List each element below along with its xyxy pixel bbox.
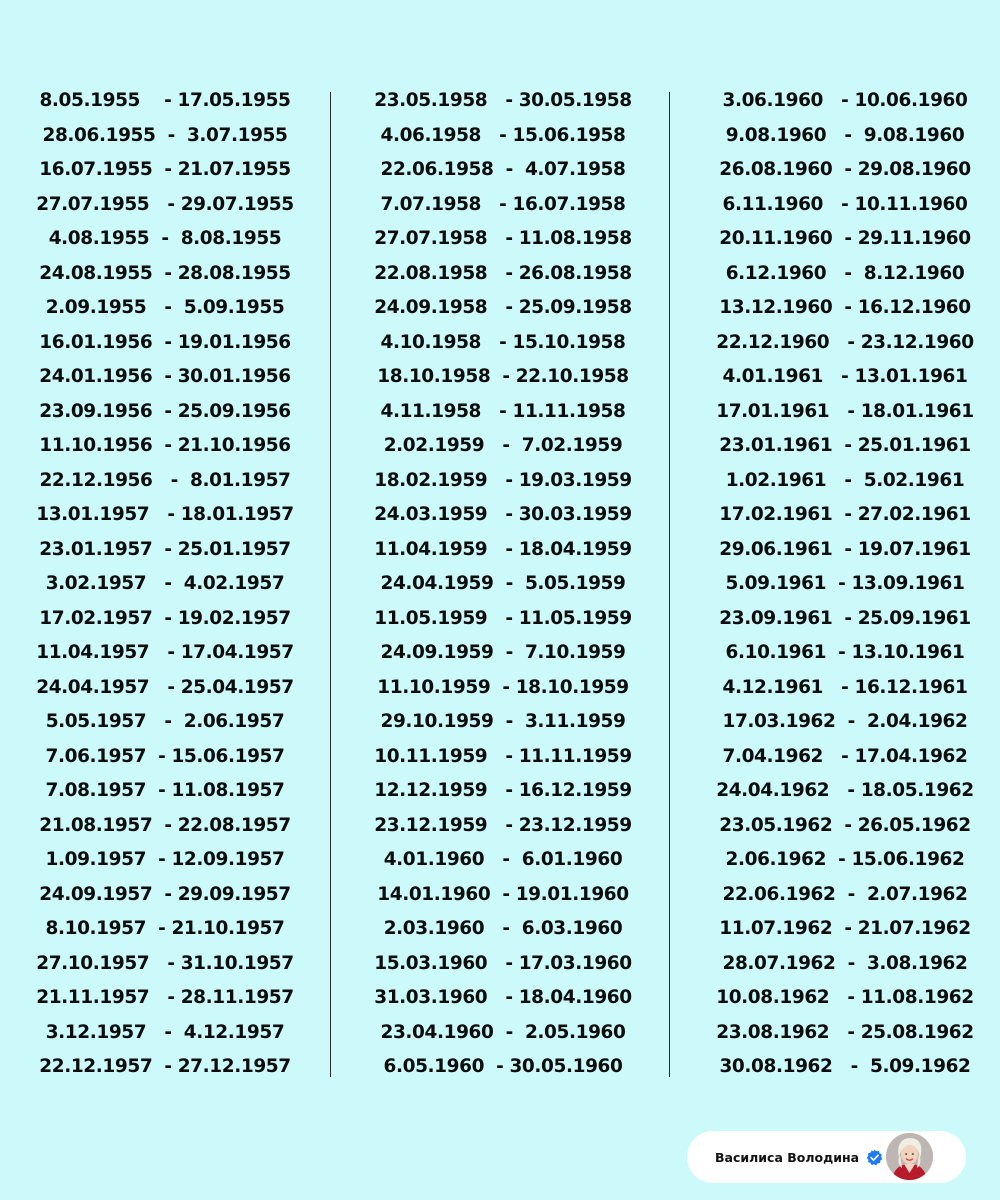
date-range-item: 31.03.1960 - 18.04.1960 (374, 987, 632, 1008)
date-range-item: 22.06.1958 - 4.07.1958 (380, 159, 626, 180)
date-range-item: 22.08.1958 - 26.08.1958 (374, 262, 632, 284)
date-range-item: 17.01.1961 - 18.01.1961 (716, 400, 974, 422)
date-range-item: 3.12.1957 - 4.12.1957 (45, 1021, 285, 1043)
date-range-item: 7.08.1957 - 11.08.1957 (45, 780, 285, 801)
date-range-item: 7.04.1962 - 17.04.1962 (722, 745, 968, 767)
date-range-item: 8.10.1957 - 21.10.1957 (45, 918, 285, 939)
date-range-item: 13.01.1957 - 18.01.1957 (36, 504, 294, 525)
date-range-item: 28.07.1962 - 3.08.1962 (722, 952, 968, 974)
date-range-item: 28.06.1955 - 3.07.1955 (42, 124, 288, 146)
date-range-item: 15.03.1960 - 17.03.1960 (374, 952, 632, 974)
date-range-item: 24.01.1956 - 30.01.1956 (39, 366, 291, 387)
date-range-item: 16.07.1955 - 21.07.1955 (39, 159, 291, 180)
date-range-item: 24.09.1959 - 7.10.1959 (380, 642, 626, 663)
date-range-item: 1.02.1961 - 5.02.1961 (725, 469, 965, 491)
author-badge[interactable] (687, 1131, 966, 1183)
date-range-item: 18.10.1958 - 22.10.1958 (377, 366, 629, 387)
date-range-item: 2.03.1960 - 6.03.1960 (383, 918, 623, 939)
date-range-item: 23.09.1956 - 25.09.1956 (39, 400, 291, 422)
date-range-item: 12.12.1959 - 16.12.1959 (374, 780, 632, 801)
date-range-item: 2.06.1962 - 15.06.1962 (725, 849, 965, 870)
date-range-item: 23.09.1961 - 25.09.1961 (719, 607, 971, 629)
date-range-column-3 (700, 84, 990, 1085)
date-range-item: 6.12.1960 - 8.12.1960 (725, 262, 965, 284)
date-range-item: 23.01.1961 - 25.01.1961 (719, 435, 971, 456)
column-divider (669, 92, 670, 1077)
date-range-item: 17.03.1962 - 2.04.1962 (722, 711, 968, 732)
author-name: Василиса Володина (715, 1149, 860, 1165)
date-range-item: 22.12.1960 - 23.12.1960 (716, 331, 974, 353)
date-range-item: 4.08.1955 - 8.08.1955 (48, 228, 282, 249)
date-range-item: 3.06.1960 - 10.06.1960 (722, 90, 968, 111)
date-range-item: 24.03.1959 - 30.03.1959 (374, 504, 632, 525)
date-range-item: 17.02.1957 - 19.02.1957 (39, 607, 291, 629)
date-range-item: 27.07.1958 - 11.08.1958 (374, 228, 632, 249)
date-range-item: 22.12.1956 - 8.01.1957 (39, 469, 291, 491)
date-range-item: 2.09.1955 - 5.09.1955 (45, 297, 285, 318)
date-range-item: 5.05.1957 - 2.06.1957 (45, 711, 285, 732)
date-range-item: 23.08.1962 - 25.08.1962 (716, 1021, 974, 1043)
date-range-item: 30.08.1962 - 5.09.1962 (719, 1056, 971, 1077)
date-range-item: 17.02.1961 - 27.02.1961 (719, 504, 971, 525)
date-range-item: 11.04.1959 - 18.04.1959 (374, 538, 632, 560)
date-range-item: 16.01.1956 - 19.01.1956 (39, 331, 291, 353)
date-range-item: 6.05.1960 - 30.05.1960 (383, 1056, 623, 1077)
date-range-item: 1.09.1957 - 12.09.1957 (45, 849, 285, 870)
date-range-item: 29.06.1961 - 19.07.1961 (719, 538, 971, 560)
date-range-item: 11.10.1956 - 21.10.1956 (39, 435, 291, 456)
date-range-item: 4.01.1960 - 6.01.1960 (383, 849, 623, 870)
date-range-item: 11.05.1959 - 11.05.1959 (374, 607, 632, 629)
date-range-item: 4.06.1958 - 15.06.1958 (380, 124, 626, 146)
date-range-item: 23.12.1959 - 23.12.1959 (374, 814, 632, 836)
date-range-item: 23.01.1957 - 25.01.1957 (39, 538, 291, 560)
date-range-item: 10.08.1962 - 11.08.1962 (716, 987, 974, 1008)
author-avatar (886, 1133, 933, 1180)
date-range-item: 4.12.1961 - 16.12.1961 (722, 676, 968, 698)
date-range-item: 4.01.1961 - 13.01.1961 (722, 366, 968, 387)
date-range-item: 23.05.1962 - 26.05.1962 (719, 814, 971, 836)
date-range-item: 22.06.1962 - 2.07.1962 (722, 883, 968, 905)
date-range-item: 27.07.1955 - 29.07.1955 (36, 193, 294, 215)
date-range-item: 11.10.1959 - 18.10.1959 (377, 676, 629, 698)
date-range-item: 21.08.1957 - 22.08.1957 (39, 814, 291, 836)
date-range-item: 4.11.1958 - 11.11.1958 (380, 400, 626, 422)
date-range-item: 9.08.1960 - 9.08.1960 (725, 124, 965, 146)
date-range-item: 7.06.1957 - 15.06.1957 (45, 745, 285, 767)
date-range-item: 23.05.1958 - 30.05.1958 (374, 90, 632, 111)
date-range-item: 23.04.1960 - 2.05.1960 (380, 1021, 626, 1043)
date-range-item: 24.04.1959 - 5.05.1959 (380, 573, 626, 594)
date-range-item: 5.09.1961 - 13.09.1961 (725, 573, 965, 594)
date-range-item: 7.07.1958 - 16.07.1958 (380, 193, 626, 215)
date-range-item: 24.09.1957 - 29.09.1957 (39, 883, 291, 905)
date-range-item: 24.09.1958 - 25.09.1958 (374, 297, 632, 318)
date-range-item: 11.07.1962 - 21.07.1962 (719, 918, 971, 939)
date-range-item: 11.04.1957 - 17.04.1957 (36, 642, 294, 663)
date-range-item: 4.10.1958 - 15.10.1958 (380, 331, 626, 353)
date-range-item: 6.10.1961 - 13.10.1961 (725, 642, 965, 663)
date-range-item: 8.05.1955 - 17.05.1955 (39, 90, 291, 111)
date-range-item: 26.08.1960 - 29.08.1960 (719, 159, 971, 180)
date-range-item: 27.10.1957 - 31.10.1957 (36, 952, 294, 974)
date-range-item: 22.12.1957 - 27.12.1957 (39, 1056, 291, 1077)
date-range-item: 6.11.1960 - 10.11.1960 (722, 193, 968, 215)
date-range-item: 24.04.1962 - 18.05.1962 (716, 780, 974, 801)
date-range-column-2 (358, 84, 648, 1085)
date-range-item: 24.04.1957 - 25.04.1957 (36, 676, 294, 698)
date-range-item: 21.11.1957 - 28.11.1957 (36, 987, 294, 1008)
date-range-item: 3.02.1957 - 4.02.1957 (45, 573, 285, 594)
verified-check-icon (866, 1149, 883, 1166)
date-range-item: 2.02.1959 - 7.02.1959 (383, 435, 623, 456)
date-range-item: 24.08.1955 - 28.08.1955 (39, 262, 291, 284)
date-range-item: 13.12.1960 - 16.12.1960 (719, 297, 971, 318)
date-range-item: 20.11.1960 - 29.11.1960 (719, 228, 971, 249)
date-range-item: 10.11.1959 - 11.11.1959 (374, 745, 632, 767)
date-range-item: 18.02.1959 - 19.03.1959 (374, 469, 632, 491)
date-range-item: 14.01.1960 - 19.01.1960 (377, 883, 629, 905)
column-divider (330, 92, 331, 1077)
date-range-column-1 (20, 84, 310, 1085)
date-range-item: 29.10.1959 - 3.11.1959 (380, 711, 626, 732)
